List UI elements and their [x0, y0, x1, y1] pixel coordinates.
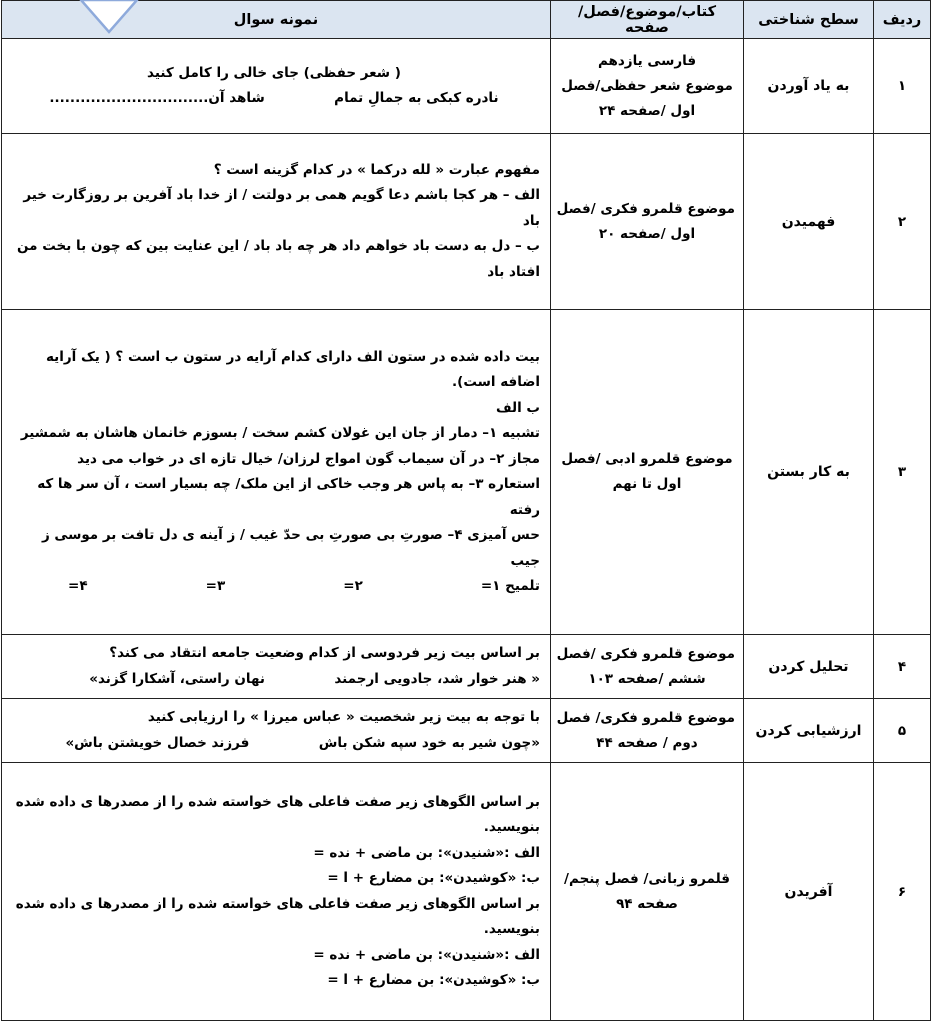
question-text: بر اساس الگوهای زیر صفت فاعلی های خواسته شده را از مصدرها ی داده شده بنویسید.: [15, 793, 540, 835]
table-row: [2, 39, 931, 134]
column-labels: ب الف: [495, 399, 540, 416]
row-number: ۳: [874, 310, 931, 635]
match-item: حس آمیزی ۴– صورتِ بی صورتِ بی حدّ غیب / ز آینه ی دل تافت بر موسی ز جیب: [41, 527, 540, 569]
cognitive-level: ارزشیابی کردن: [744, 699, 874, 763]
book-topic: قلمرو زبانی/ فصل پنجم/ صفحه ۹۴: [551, 763, 744, 1021]
poem-line: «چون شیر به خود سپه شکن باش فرزند خصال خویشتن باش»: [65, 734, 540, 751]
header-cognitive-level: سطح شناختی: [744, 1, 874, 39]
book-topic: موضوع قلمرو فکری /فصل اول /صفحه ۲۰: [551, 134, 744, 310]
sample-question: [2, 635, 551, 699]
match-item: استعاره ۳– به پاس هر وجب خاکی از این ملک/ چه بسیار است ، آن سر ها که رفته: [37, 476, 540, 518]
item-a: الف :«شنیدن»: بن ماضی + نده =: [313, 844, 540, 861]
question-title: ( شعر حفظی) جای خالی را کامل کنید: [147, 64, 401, 81]
question-text: بیت داده شده در ستون الف دارای کدام آرایه در ستون ب است ؟ ( یک آرایه اضافه است).: [45, 348, 540, 390]
table-row: [2, 310, 931, 635]
poem-line: نادره کبکی به جمالِ تمام شاهد آن...............................: [49, 90, 499, 106]
cognitive-level: فهمیدن: [744, 134, 874, 310]
sample-question: [2, 39, 551, 134]
poem-line: « هنر خوار شد، جادویی ارجمند نهان راستی، آشکارا گزند»: [89, 670, 540, 687]
table-row: [2, 134, 931, 310]
question-text: بر اساس بیت زیر فردوسی از کدام وضعیت جامعه انتقاد می کند؟: [109, 645, 540, 661]
book-topic: موضوع قلمرو ادبی /فصل اول تا نهم: [551, 310, 744, 635]
question-text: بر اساس الگوهای زیر صفت فاعلی های خواسته شده را از مصدرها ی داده شده بنویسید.: [15, 895, 540, 937]
table-row: [2, 699, 931, 763]
row-number: ۲: [874, 134, 931, 310]
book-topic: موضوع قلمرو فکری /فصل ششم /صفحه ۱۰۳: [551, 635, 744, 699]
cognitive-level: به کار بستن: [744, 310, 874, 635]
question-table-document: [1, 0, 930, 1021]
header-book-topic: کتاب/موضوع/فصل/صفحه: [551, 1, 744, 39]
cognitive-level: تحلیل کردن: [744, 635, 874, 699]
answer-blanks: تلمیح ۱= ۲= ۳= ۴=: [68, 578, 540, 594]
sample-question: [2, 310, 551, 635]
table-row: [2, 763, 931, 1021]
header-row-number: ردیف: [874, 1, 931, 39]
row-number: ۱: [874, 39, 931, 134]
sample-question: [2, 134, 551, 310]
option-b: ب – دل به دست باد خواهم داد هر چه باد باد / این عنایت بین که چون با بخت من افتاد باد: [17, 238, 540, 280]
header-sample-question: نمونه سوال: [2, 1, 551, 39]
question-text: مفهوم عبارت « لله درکما » در کدام گزینه است ؟: [213, 161, 540, 178]
item-b: ب: «کوشیدن»: بن مضارع + ا =: [327, 972, 540, 988]
question-table: [1, 0, 931, 1021]
match-item: مجاز ۲– در آن سیماب گون امواج لرزان/ خیال تازه ای در خواب می دید: [77, 450, 540, 467]
question-text: با توجه به بیت زیر شخصیت « عباس میرزا » را ارزیابی کنید: [147, 709, 540, 725]
book-topic: موضوع قلمرو فکری/ فصل دوم / صفحه ۴۴: [551, 699, 744, 763]
sample-question: [2, 763, 551, 1021]
sample-question: [2, 699, 551, 763]
cognitive-level: آفریدن: [744, 763, 874, 1021]
match-item: تشبیه ۱– دمار از جان این غولان کشم سخت / بسوزم خانمان هاشان به شمشیر: [20, 425, 540, 441]
option-a: الف – هر کجا باشم دعا گویم همی بر دولتت / از خدا باد آفرین بر روزگارت خیر باد: [23, 187, 540, 229]
item-b: ب: «کوشیدن»: بن مضارع + ا =: [327, 870, 540, 886]
table-row: [2, 635, 931, 699]
item-a: الف :«شنیدن»: بن ماضی + نده =: [313, 946, 540, 963]
cognitive-level: به یاد آوردن: [744, 39, 874, 134]
table-header-row: [2, 1, 931, 39]
row-number: ۴: [874, 635, 931, 699]
book-topic: فارسی یازدهم موضوع شعر حفظی/فصل اول /صفحه ۲۴: [551, 39, 744, 134]
row-number: ۶: [874, 763, 931, 1021]
row-number: ۵: [874, 699, 931, 763]
